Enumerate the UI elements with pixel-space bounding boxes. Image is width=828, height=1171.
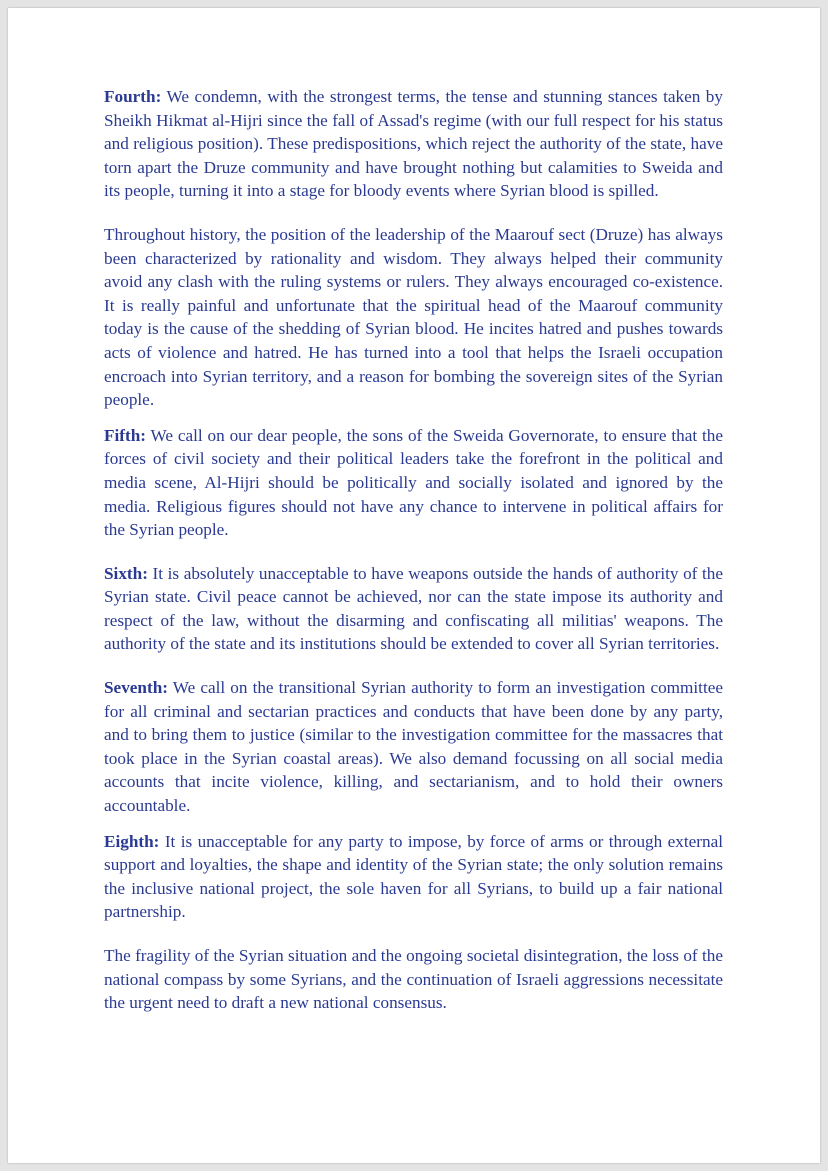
paragraph-fourth (104, 85, 723, 203)
paragraph-eighth (104, 830, 723, 924)
paragraph-label: Seventh: (104, 678, 168, 698)
document-body (104, 85, 723, 1027)
paragraph-fifth (104, 424, 723, 542)
document-page (8, 8, 820, 1163)
paragraph-text: It is unacceptable for any party to impose, by force of arms or through external support and loyalties, the shape and identity of the Syrian state; the only solution remains the inclusive national project, the sole haven for all Syrians, to build up a fair national partnership. (104, 831, 723, 922)
paragraph-sixth (104, 562, 723, 656)
paragraph-text: The fragility of the Syrian situation and the ongoing societal disintegration, the loss of the national compass by some Syrians, and the continuation of Israeli aggressions necessitate the urgent need to draft a new national consensus. (104, 946, 723, 1013)
paragraph-text: We condemn, with the strongest terms, the tense and stunning stances taken by Sheikh Hikmat al-Hijri since the fall of Assad's regime (with our full respect for his status and religious position). These predispositions, which reject the authority of the state, have torn apart the Druze community and have brought nothing but calamities to Sweida and its people, turning it into a stage for bloody events where Syrian blood is spilled. (104, 87, 723, 201)
paragraph-seventh (104, 676, 723, 818)
paragraph-text: We call on the transitional Syrian authority to form an investigation committee for all criminal and sectarian practices and conducts that have been done by any party, and to bring them to justice (similar to the investigation committee for the massacres that took place in the Syrian coastal areas). We also demand focussing on all social media accounts that incite violence, killing, and sectarianism, and to hold their owners accountable. (104, 678, 723, 816)
paragraph-conclusion (104, 944, 723, 1015)
paragraph-text: It is absolutely unacceptable to have weapons outside the hands of authority of the Syrian state. Civil peace cannot be achieved, nor can the state impose its authority and respect of the law, without the disarming and confiscating all militias' weapons. The authority of the state and its institutions should be extended to cover all Syrian territories. (104, 563, 723, 654)
paragraph-history (104, 223, 723, 412)
paragraph-text: We call on our dear people, the sons of the Sweida Governorate, to ensure that the forces of civil society and their political leaders take the forefront in the political and media scene, Al-Hijri should be politically and socially isolated and ignored by the media. Religious figures should not have any chance to intervene in political affairs for the Syrian people. (104, 425, 723, 540)
paragraph-text: Throughout history, the position of the leadership of the Maarouf sect (Druze) has always been characterized by rationality and wisdom. They always helped their community avoid any clash with the ruling systems or rulers. They always encouraged co-existence. It is really painful and unfortunate that the spiritual head of the Maarouf community today is the cause of the shedding of Syrian blood. He incites hatred and pushes towards acts of violence and hatred. He has turned into a tool that helps the Israeli occupation encroach into Syrian territory, and a reason for bombing the sovereign sites of the Syrian people. (104, 224, 723, 410)
paragraph-label: Sixth: (104, 563, 148, 583)
paragraph-label: Eighth: (104, 831, 160, 851)
paragraph-label: Fifth: (104, 425, 147, 445)
paragraph-label: Fourth: (104, 87, 162, 106)
